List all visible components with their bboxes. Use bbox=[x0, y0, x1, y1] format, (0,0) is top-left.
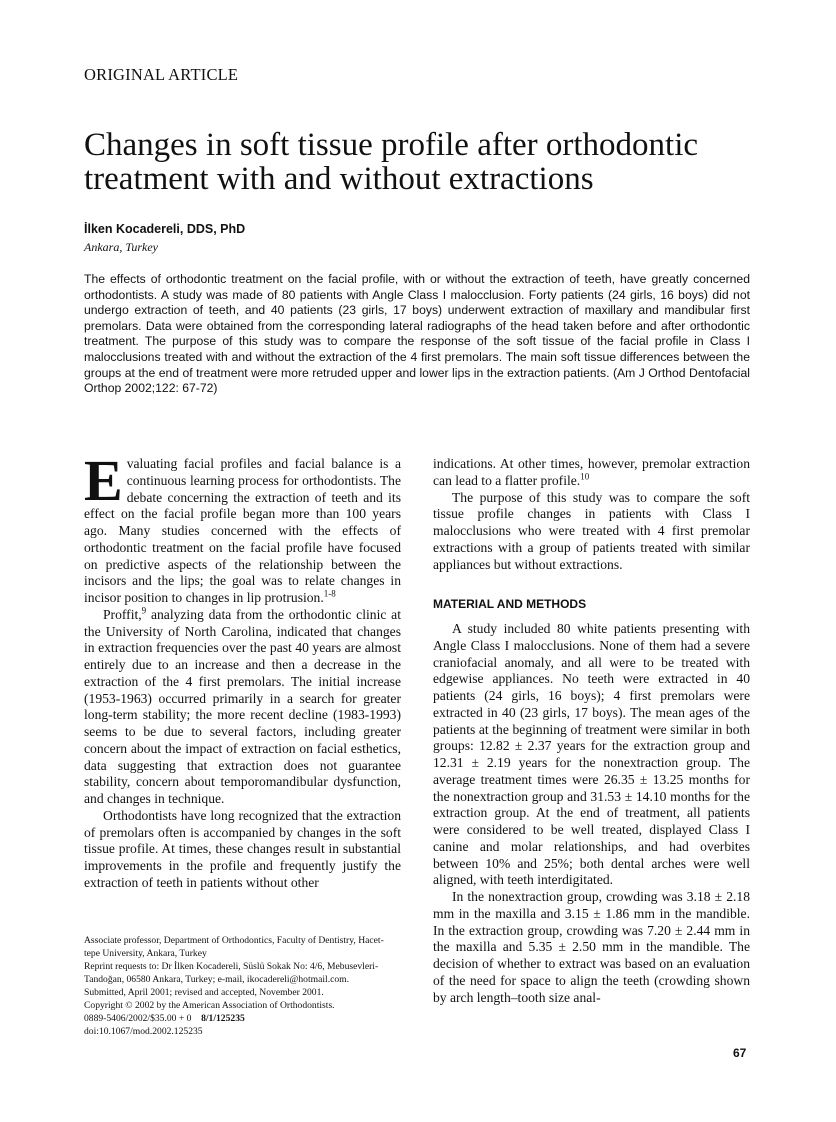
article-title: Changes in soft tissue profile after orthodontic treatment with and without extractions bbox=[84, 127, 699, 197]
paragraph-text: indications. At other times, however, premolar extraction can lead to a flatter profile. bbox=[433, 456, 750, 488]
price-code: 0889-5406/2002/$35.00 + 0 bbox=[84, 1013, 192, 1024]
citation: 9 bbox=[141, 605, 147, 616]
footnote-line: tepe University, Ankara, Turkey bbox=[84, 948, 207, 959]
paragraph: In the nonextraction group, crowding was 3.18 ± 2.18 mm in the maxilla and 3.15 ± 1.86 mm in the mandible. In the extraction group, crowding was 7.20 ± 2.44 mm in the maxilla and 5.35 ± 2.50 mm in the mandible. The decision of whether to extract was based on an evaluation of the need for space to align the teeth (crowding shown by arch length–tooth size anal- bbox=[433, 889, 750, 1005]
footnote-line: Tandoğan, 06580 Ankara, Turkey; e-mail, ikocadereli@hotmail.com. bbox=[84, 974, 350, 985]
right-column bbox=[433, 456, 750, 1006]
paragraph bbox=[84, 607, 401, 808]
footnote-line: Submitted, April 2001; revised and accepted, November 2001. bbox=[84, 987, 324, 998]
paragraph: The purpose of this study was to compare the soft tissue profile changes in patients with Class I malocclusions who were treated with 4 first premolar extractions with a group of patients treated with similar appliances but without extractions. bbox=[433, 489, 750, 572]
abstract: The effects of orthodontic treatment on the facial profile, with or without the extraction of teeth, have greatly concerned orthodontists. A study was made of 80 patients with Angle Class I malocclusion. Forty patients (24 girls, 16 boys) did not undergo extraction of teeth, and 40 patients (23 girls, 17 boys) underwent extraction of maxillary and mandibular first premolars. Data were obtained from the corresponding lateral radiographs of the head taken before and after orthodontic treatment. The purpose of this study was to compare the response of the soft tissue of the facial profile in Class I malocclusions treated with and without the extraction of the 4 first premolars. The main soft tissue differences between the groups at the end of treatment were more retruded upper and lower lips in the extraction patients. (Am J Orthod Dentofacial Orthop 2002;122: 67-72) bbox=[84, 272, 750, 396]
section-label: ORIGINAL ARTICLE bbox=[84, 65, 239, 84]
footnote-line: Associate professor, Department of Orthodontics, Faculty of Dentistry, Hacet- bbox=[84, 935, 384, 946]
paragraph-text: analyzing data from the orthodontic clinic at the University of North Carolina, indicated that changes in extraction frequencies over the past 40 years are almost entirely due to an increase and then a decrease in the extraction of the 4 first premolars. The initial increase (1953-1963) occurred primarily in a search for greater long-term stability; the more recent decline (1983-1993) seems to be due to several factors, including greater concern about the impact of extraction on facial esthetics, data suggesting that extraction does not guarantee stability, concern about temporomandibular dysfunction, and changes in technique. bbox=[84, 606, 401, 806]
footnote-line: Reprint requests to: Dr İlken Kocadereli, Süslü Sokak No: 4/6, Mebusevleri- bbox=[84, 961, 379, 972]
footnote-line: Copyright © 2002 by the American Association of Orthodontists. bbox=[84, 1000, 335, 1011]
footnote-line: doi:10.1067/mod.2002.125235 bbox=[84, 1026, 203, 1037]
footnote-line bbox=[84, 1012, 404, 1025]
paragraph: A study included 80 white patients presenting with Angle Class I malocclusions. None of them had a severe craniofacial anomaly, and all were to be treated with edgewise appliances. No teeth were extracted in 40 patients (24 girls, 16 boys); 4 first premolars were extracted in 40 (23 girls, 17 boys). The mean ages of the patients at the beginning of treatment were similar in both groups: 12.82 ± 2.37 years for the extraction group and 12.31 ± 2.19 years for the nonextraction group. The average treatment times were 26.35 ± 13.25 months for the nonextraction group and 31.53 ± 14.10 months for the extraction group. At the end of treatment, all patients were considered to be well treated, displayed Class I canine and molar relationships, and had overbites between 10% and 25%; both dental arches were well aligned, with teeth interdigitated. bbox=[433, 621, 750, 888]
paragraph-text: valuating facial profiles and facial balance is a continuous learning process for orthodontists. The debate concerning the extraction of teeth and its effect on the facial profile began more than 100 years ago. Many studies concerned with the effects of orthodontic treatment on the facial profile have focused on predictive aspects of the relationship between the incisors and the lips; the goal was to relate changes in incisor position to changes in lip protrusion. bbox=[84, 456, 401, 605]
paragraph: Orthodontists have long recognized that the extraction of premolars often is accompanied by changes in the soft tissue profile. At times, these changes result in substantial improvements in the profile and frequently justify the extraction of teeth in patients without other bbox=[84, 807, 401, 890]
citation: 1-8 bbox=[323, 588, 336, 599]
citation: 10 bbox=[580, 471, 590, 482]
author: İlken Kocadereli, DDS, PhD bbox=[84, 222, 246, 236]
article-code: 8/1/125235 bbox=[201, 1013, 245, 1024]
author-location: Ankara, Turkey bbox=[84, 240, 158, 254]
section-heading: MATERIAL AND METHODS bbox=[433, 597, 587, 612]
footnotes bbox=[84, 934, 404, 1038]
intro-paragraph bbox=[84, 448, 401, 607]
page-number: 67 bbox=[733, 1046, 747, 1060]
drop-cap: E bbox=[84, 448, 123, 513]
left-column bbox=[84, 448, 401, 892]
paragraph bbox=[433, 456, 750, 490]
paragraph-text: Proffit, bbox=[103, 606, 142, 622]
